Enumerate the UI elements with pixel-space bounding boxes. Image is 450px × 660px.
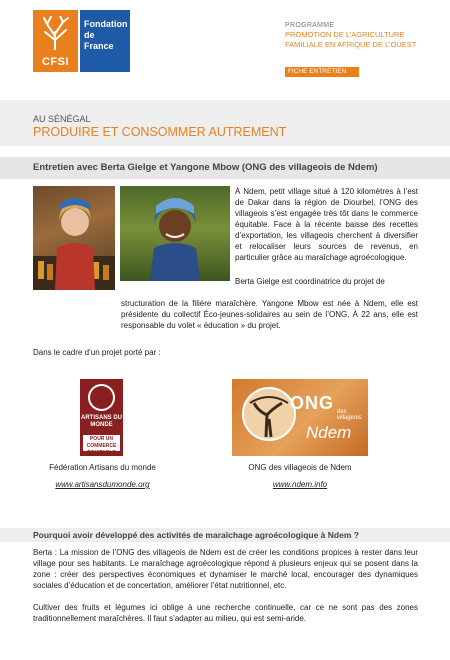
cfsi-logo: [33, 10, 78, 72]
tree-icon: [41, 16, 70, 50]
question-heading: Pourquoi avoir développé des activités de maraîchage agroécologique à Ndem ?: [33, 530, 359, 540]
berta-paragraph-start: Berta Gielge est coordinatrice du projet de: [235, 277, 385, 286]
ong-logo-des: des villageois: [337, 409, 362, 421]
link-artisansdumonde[interactable]: www.artisansdumonde.org: [55, 480, 150, 489]
ong-ndem-logo: [232, 379, 368, 456]
interview-title: Entretien avec Berta Gielge et Yangone Mbow (ONG des villageois de Ndem): [33, 162, 378, 173]
main-title: PRODUIRE ET CONSOMMER AUTREMENT: [33, 125, 287, 139]
programme-title: PROMOTION DE L’AGRICULTURE FAMILIALE EN AFRIQUE DE L’OUEST: [285, 30, 417, 49]
portrait-illustration: [33, 186, 115, 290]
adm-logo-subtext: POUR UN COMMERCE ÉQUITABLE: [83, 435, 120, 451]
portrait-illustration: [120, 186, 230, 281]
photo-yangone-mbow: [120, 186, 230, 281]
photo-berta-gielge: [33, 186, 115, 290]
fiche-badge: FICHE ENTRETIEN: [285, 67, 359, 77]
answer-paragraph-2: Cultiver des fruits et légumes ici oblige à une recherche continuelle, car ce ne sont pas des zones traditionnellement maraîchères. Il faut s’adapter au milieu, qui est semi-aride.: [33, 603, 418, 623]
answer-paragraph-1: Berta : La mission de l’ONG des villageois de Ndem est de créer les conditions propices à rester dans leur village pour ses habitants. Le maraîchage agroécologique répond à plusieurs enjeux qui se posent dans la zone : créer des perspectives économiques et dynamiser le marché local, encourager des dynamiques sociales d’éducation et de concertation, améliorer l’état nutritionnel, etc.: [33, 548, 418, 590]
adm-globe-icon: [88, 384, 115, 411]
intro-paragraph: À Ndem, petit village situé à 120 kilomètres à l’est de Dakar dans la région de Diourbel, l’ONG des villageois s’est engagée très tôt dans le commerce équitable. Face à la récente baisse des recettes d’exportation, les villageois cherchent à diversifier et relocaliser leurs sources de revenus, en particulier grâce au maraîchage agroécologique.: [235, 187, 418, 262]
document-header: [0, 0, 450, 96]
country-label: AU SÉNÉGAL: [33, 114, 91, 124]
ong-logo-text: ONG: [290, 393, 335, 413]
baobab-icon: [242, 387, 296, 441]
carried-by-label: Dans le cadre d’un projet porté par :: [33, 348, 161, 357]
berta-paragraph: structuration de la filière maraîchère. Yangone Mbow est née à Ndem, elle est présidente du collectif Éco-jeunes-solidaires au sein de l’ONG. À 22 ans, elle est responsable du volet « éducation » du projet.: [121, 299, 418, 330]
ong-logo-ndem: Ndem: [306, 423, 352, 442]
org-name-ong: ONG des villageois de Ndem: [248, 463, 352, 472]
org-name-artisans: Fédération Artisans du monde: [49, 463, 156, 472]
programme-box: [285, 22, 435, 50]
fondation-de-france-logo: Fondation de France: [80, 10, 130, 72]
artisans-du-monde-logo: [80, 379, 123, 456]
programme-label: PROGRAMME: [285, 22, 335, 29]
adm-logo-text: ARTISANS DU MONDE: [80, 415, 122, 428]
cfsi-logo-text: CFSI: [41, 56, 70, 68]
link-ndem[interactable]: www.ndem.info: [272, 480, 328, 489]
